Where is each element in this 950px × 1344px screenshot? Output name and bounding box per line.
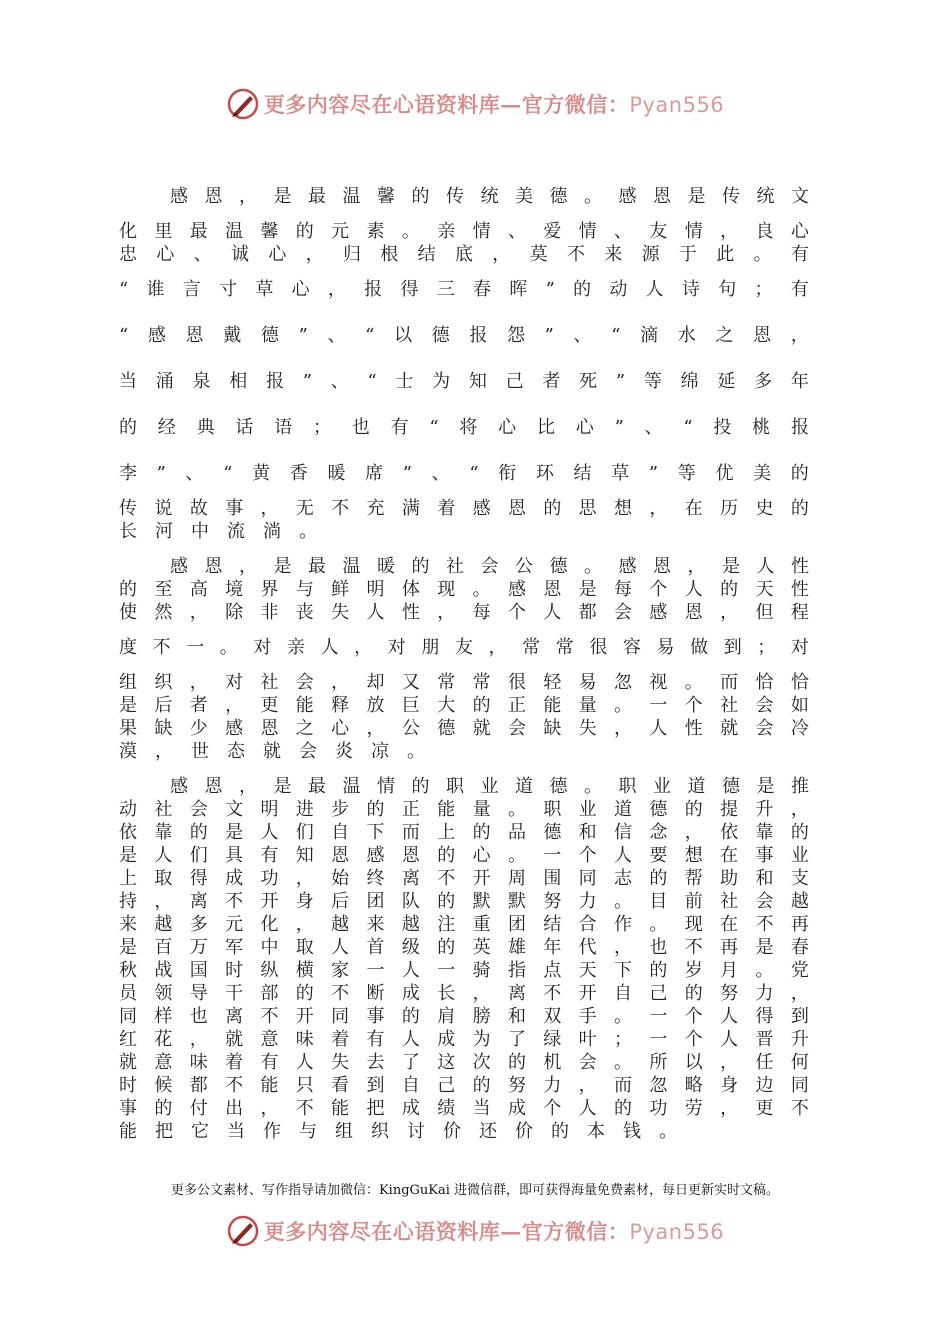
text-line: 感 恩 ， 是 最 温 情 的 职 业 道 德 。 职 业 道 德 是 推 [170,776,809,797]
pen-logo-icon [226,87,260,121]
banner-text [264,1216,724,1246]
pen-logo-icon [226,1214,260,1248]
text-line: 时 候 都 不 能 只 看 到 自 己 的 努 力 ， 而 忽 略 身 边 同 [119,1075,809,1096]
text-line: 来 越 多 元 化 ， 越 来 越 注 重 团 结 合 作 。 现 在 不 再 [119,914,809,935]
text-line: 是 后 者 ， 更 能 释 放 巨 大 的 正 能 量 。 一 个 社 会 如 [119,695,809,716]
text-line: “ 感 恩 戴 德 ” 、 “ 以 德 报 怨 ” 、 “ 滴 水 之 恩 ， [119,325,809,346]
text-line: 依 靠 的 是 人 们 自 下 而 上 的 品 德 和 信 念 ， 依 靠 的 [119,822,809,843]
paragraph [119,775,809,1143]
text-line: 同 样 也 离 不 开 同 事 的 肩 膀 和 双 手 。 一 个 人 得 到 [119,1006,809,1027]
paragraph [119,555,809,763]
text-line: “ 谁 言 寸 草 心 ， 报 得 三 春 晖 ” 的 动 人 诗 句 ； 有 [119,279,809,300]
banner-wechat-id: Pyan556 [629,1220,725,1244]
paragraph [119,185,809,543]
banner-label: 更多内容尽在心语资料库—官方微信： [263,1219,630,1244]
text-line: 度 不 一 。 对 亲 人 ， 对 朋 友 ， 常 常 很 容 易 做 到 ； 对 [119,637,809,658]
text-line: 化 里 最 温 馨 的 元 素 。 亲 情 、 爱 情 、 友 情 ， 良 心 [119,221,809,242]
text-line: 能 把 它 当 作 与 组 织 讨 价 还 价 的 本 钱 。 [119,1121,677,1142]
text-line: 漠 ， 世 态 就 会 炎 凉 。 [119,741,425,762]
text-line: 是 百 万 军 中 取 人 首 级 的 英 雄 年 代 ， 也 不 再 是 春 [119,937,809,958]
text-line: 动 社 会 文 明 进 步 的 正 能 量 。 职 业 道 德 的 提 升 ， [119,799,809,820]
text-line: 事 的 付 出 ， 不 能 把 成 绩 当 成 个 人 的 功 劳 ， 更 不 [119,1098,809,1119]
banner-label: 更多内容尽在心语资料库—官方微信： [263,92,630,117]
text-line: 就 意 味 着 有 人 失 去 了 这 次 的 机 会 。 所 以 ， 任 何 [119,1052,809,1073]
header-banner [0,84,950,124]
text-line: 的 至 高 境 界 与 鲜 明 体 现 。 感 恩 是 每 个 人 的 天 性 [119,579,809,600]
text-line: 持 ， 离 不 开 身 后 团 队 的 默 默 努 力 。 目 前 社 会 越 [119,891,809,912]
text-line: 员 领 导 干 部 的 不 断 成 长 ， 离 不 开 自 己 的 努 力 ， [119,983,809,1004]
text-line: 长 河 中 流 淌 。 [119,521,317,542]
text-line: 忠 心 、 诚 心 ， 归 根 结 底 ， 莫 不 来 源 于 此 。 有 [119,244,809,265]
text-line: 果 缺 少 感 恩 之 心 ， 公 德 就 会 缺 失 ， 人 性 就 会 冷 [119,718,809,739]
footer-note: 更多公文素材、写作指导请加微信：KingGuKai 进微信群，即可获得海量免费素材，每日更新实时文稿。 [170,1183,780,1198]
banner-wechat-id: Pyan556 [629,93,725,117]
text-line: 当 涌 泉 相 报 ” 、 “ 士 为 知 己 者 死 ” 等 绵 延 多 年 [119,371,809,392]
text-line: 的 经 典 话 语 ； 也 有 “ 将 心 比 心 ” 、 “ 投 桃 报 [119,417,809,438]
text-line: 感 恩 ， 是 最 温 暖 的 社 会 公 德 。 感 恩 ， 是 人 性 [170,556,809,577]
text-line: 秋 战 国 时 纵 横 家 一 人 一 骑 指 点 天 下 的 岁 月 。 党 [119,960,809,981]
article-body [119,185,809,1143]
footer-banner [0,1211,950,1251]
text-line: 感 恩 ， 是 最 温 馨 的 传 统 美 德 。 感 恩 是 传 统 文 [170,186,809,207]
text-line: 上 取 得 成 功 ， 始 终 离 不 开 周 围 同 志 的 帮 助 和 支 [119,868,809,889]
text-line: 传 说 故 事 ， 无 不 充 满 着 感 恩 的 思 想 ， 在 历 史 的 [119,498,809,519]
text-line: 使 然 ， 除 非 丧 失 人 性 ， 每 个 人 都 会 感 恩 ， 但 程 [119,602,809,623]
text-line: 李 ” 、 “ 黄 香 暖 席 ” 、 “ 衔 环 结 草 ” 等 优 美 的 [119,463,809,484]
banner-text [264,89,724,119]
text-line: 红 花 ， 就 意 味 着 有 人 成 为 了 绿 叶 ； 一 个 人 晋 升 [119,1029,809,1050]
text-line: 是 人 们 具 有 知 恩 感 恩 的 心 。 一 个 人 要 想 在 事 业 [119,845,809,866]
text-line: 组 织 ， 对 社 会 ， 却 又 常 常 很 轻 易 忽 视 。 而 恰 恰 [119,672,809,693]
